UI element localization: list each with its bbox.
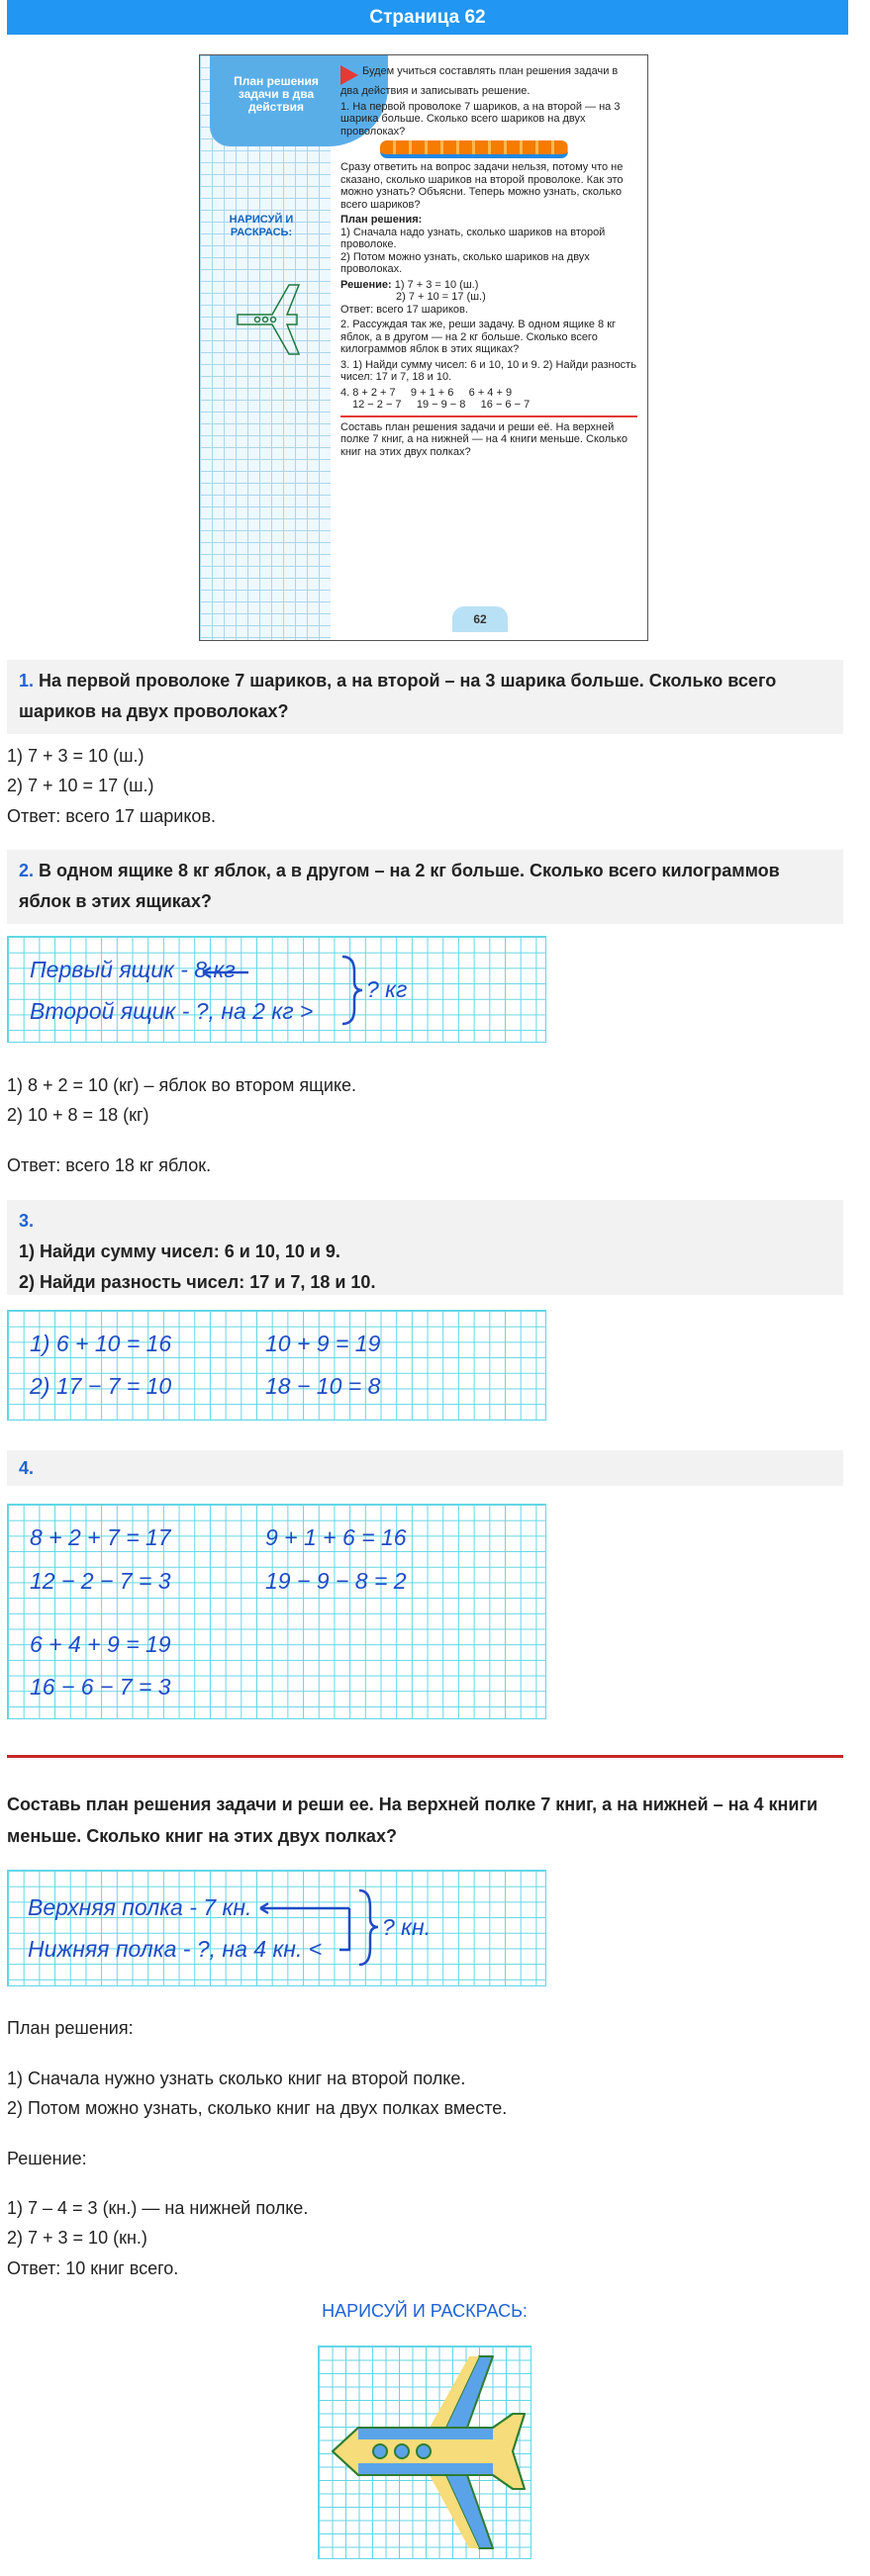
task-2-text: В одном ящике 8 кг яблок, а в другом – на 2 кг больше. Сколько всего килограммов яблок в этих ящиках? <box>19 861 780 911</box>
task-5-solution-1: 1) 7 – 4 = 3 (кн.) — на нижней полке. <box>7 2198 309 2218</box>
task-1-line-2: 2) 7 + 10 = 17 (ш.) <box>7 776 154 795</box>
red-triangle-icon <box>340 65 358 85</box>
task-4-answer-2b: 19 − 9 − 8 = 2 <box>265 1568 407 1594</box>
textbook-plan-2: 2) Потом можно узнать, сколько шариков на двух проволоках. <box>340 250 590 275</box>
task-1-line-1: 1) 7 + 3 = 10 (ш.) <box>7 746 145 766</box>
task-3-answer-1a: 1) 6 + 10 = 16 <box>30 1331 172 1356</box>
task-3-number: 3. <box>19 1211 35 1231</box>
textbook-lesson-title: План решения задачи в два действия <box>234 74 319 114</box>
task-3-question <box>7 1200 843 1295</box>
task-5-box-2: Нижняя полка - ?, на 4 кн. < <box>28 1936 323 1962</box>
task-5-answer: Ответ: 10 книг всего. <box>7 2258 179 2278</box>
textbook-plan-label: План решения: <box>340 214 423 226</box>
textbook-page-image <box>199 54 648 641</box>
textbook-task-1: 1. На первой проволоке 7 шариков, а на второй — на 3 шарика больше. Сколько всего шариков на двух проволоках? <box>340 100 621 138</box>
task-1-text: На первой проволоке 7 шариков, а на второй – на 3 шарика больше. Сколько всего шариков на двух проволоках? <box>19 671 777 721</box>
textbook-task-3: 3. 1) Найди сумму чисел: 6 и 10, 10 и 9. 2) Найди разность чисел: 17 и 7, 18 и 10. <box>340 358 636 383</box>
beads-illustration <box>380 140 568 158</box>
textbook-solution-label: Решение: <box>340 278 392 291</box>
textbook-task-4-row-2: 12 − 2 − 7 19 − 9 − 8 16 − 6 − 7 <box>352 399 531 411</box>
airplane-icon <box>319 2346 532 2560</box>
task-3-q2: 2) Найди разность чисел: 17 и 7, 18 и 10. <box>19 1272 376 1292</box>
textbook-solution-1: 1) 7 + 3 = 10 (ш.) <box>394 278 479 291</box>
task-4-answer-2a: 12 − 2 − 7 = 3 <box>30 1568 171 1594</box>
task-5-notebook <box>7 1870 546 1986</box>
task-3-answer-2a: 2) 17 − 7 = 10 <box>30 1373 172 1399</box>
task-1-answer: Ответ: всего 17 шариков. <box>7 806 217 826</box>
task-2-box-2: Второй ящик - ?, на 2 кг > <box>30 998 314 1024</box>
task-5-solution-2: 2) 7 + 3 = 10 (кн.) <box>7 2228 147 2248</box>
drawing-title: НАРИСУЙ И РАСКРАСЬ: <box>322 2301 528 2321</box>
textbook-task-4-row-1: 4. 8 + 2 + 7 9 + 1 + 6 6 + 4 + 9 <box>340 386 513 399</box>
task-4-answer-3a: 6 + 4 + 9 = 19 <box>30 1631 171 1657</box>
task-4-header <box>7 1450 843 1486</box>
task-2-answer: Ответ: всего 18 кг яблок. <box>7 1155 212 1175</box>
textbook-text <box>340 65 637 461</box>
page-title: Страница 62 <box>7 0 848 35</box>
task-4-answer-4a: 16 − 6 − 7 = 3 <box>30 1674 171 1700</box>
textbook-explanation: Сразу ответить на вопрос задачи нельзя, потому что не сказано, сколько шариков на второй проволоке. Как это можно узнать? Объясни. Теперь можно узнать, сколько всего шариков? <box>340 161 624 211</box>
task-3-q1: 1) Найди сумму чисел: 6 и 10, 10 и 9. <box>19 1242 340 1261</box>
section-divider <box>7 1755 843 1758</box>
textbook-page-number: 62 <box>452 606 508 632</box>
task-2-line-2: 2) 10 + 8 = 18 (кг) <box>7 1105 149 1125</box>
task-5-plan-1: 1) Сначала нужно узнать сколько книг на второй полке. <box>7 2069 466 2088</box>
task-5-total: ? кн. <box>382 1914 432 1940</box>
task-5-plan-2: 2) Потом можно узнать, сколько книг на двух полках вместе. <box>7 2098 508 2118</box>
task-3-answer-1b: 10 + 9 = 19 <box>265 1331 381 1356</box>
task-4-number: 4. <box>19 1458 35 1478</box>
task-1-question <box>7 660 843 734</box>
task-2-brace <box>8 937 547 1044</box>
task-4-answer-1a: 8 + 2 + 7 = 17 <box>30 1524 171 1550</box>
textbook-solution-2: 2) 7 + 10 = 17 (ш.) <box>396 291 486 303</box>
textbook-plan-1: 1) Сначала надо узнать, сколько шариков на второй проволоке. <box>340 226 606 250</box>
task-5-question: Составь план решения задачи и реши ее. На верхней полке 7 книг, а на нижней – на 4 книги меньше. Сколько книг на этих двух полках? <box>7 1794 819 1846</box>
textbook-task-5: Составь план решения задачи и реши её. На верхней полке 7 книг, а на нижней — на 4 книги меньше. Сколько книг на этих двух полках? <box>340 420 628 458</box>
task-5-solution-label: Решение: <box>7 2149 87 2168</box>
task-2-notebook <box>7 936 546 1043</box>
textbook-draw-label: НАРИСУЙ И РАСКРАСЬ: <box>229 214 294 238</box>
task-5-brace <box>8 1871 547 1987</box>
textbook-task-2: 2. Рассуждая так же, реши задачу. В одном ящике 8 кг яблок, а в другом — на 2 кг больше. Сколько всего килограммов яблок в этих ящиках? <box>340 319 617 355</box>
task-5-plan-label: План решения: <box>7 2018 134 2038</box>
task-5-box-1: Верхняя полка - 7 кн. <box>28 1894 252 1920</box>
task-3-notebook <box>7 1310 546 1421</box>
task-1-number: 1. <box>19 671 35 690</box>
task-2-number: 2. <box>19 861 35 880</box>
textbook-intro: Будем учиться составлять план решения задачи в два действия и записывать решение. <box>340 65 619 97</box>
task-2-box-1: Первый ящик - 8 кг <box>30 957 236 982</box>
task-4-answer-1b: 9 + 1 + 6 = 16 <box>265 1524 407 1550</box>
textbook-margin <box>200 55 331 640</box>
textbook-answer: Ответ: всего 17 шариков. <box>340 303 468 316</box>
plane-sketch-icon <box>228 275 307 364</box>
task-2-line-1: 1) 8 + 2 = 10 (кг) – яблок во втором ящике. <box>7 1075 357 1095</box>
task-4-notebook <box>7 1504 546 1719</box>
task-3-answer-2b: 18 − 10 = 8 <box>265 1373 381 1399</box>
plane-drawing <box>318 2346 532 2559</box>
task-2-question <box>7 850 843 924</box>
textbook-divider <box>340 415 637 417</box>
task-2-total: ? кг <box>366 976 408 1002</box>
